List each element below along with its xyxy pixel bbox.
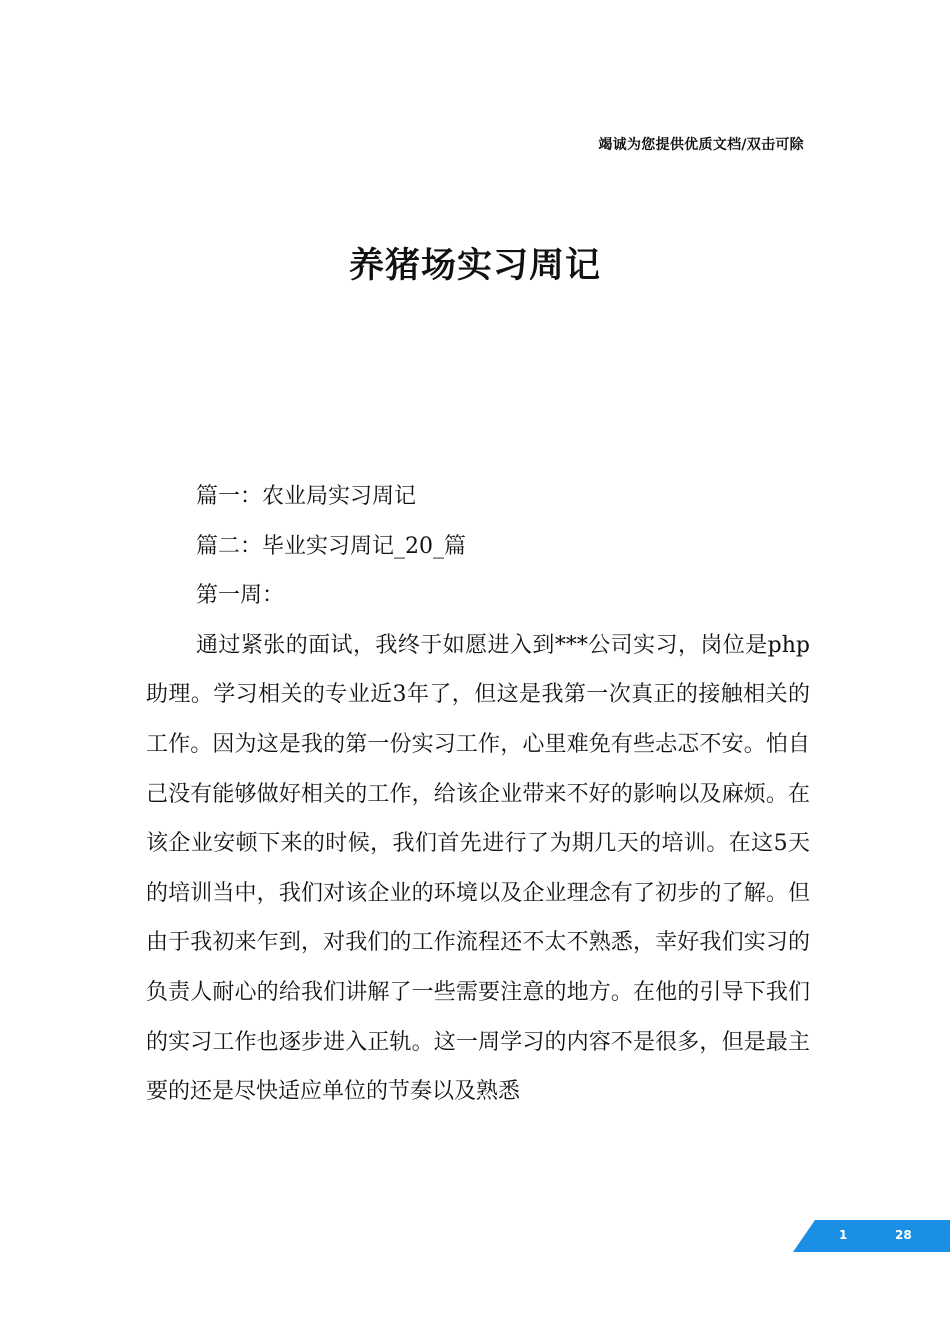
body-paragraph: 通过紧张的面试，我终于如愿进入到***公司实习，岗位是php助理。学习相关的专业近3年了，但这是我第一次真正的接触相关的工作。因为这是我的第一份实习工作，心里难免有些忐忑不安。怕自己没有能够做好相关的工作，给该企业带来不好的影响以及麻烦。在该企业安顿下来的时候，我们首先进行了为期几天的培训。在这5天的培训当中，我们对该企业的环境以及企业理念有了初步的了解。但由于我初来乍到，对我们的工作流程还不太不熟悉，幸好我们实习的负责人耐心的给我们讲解了一些需要注意的地方。在他的引导下我们的实习工作也逐步进入正轨。这一周学习的内容不是很多，但是最主要的还是尽快适应单位的节奏以及熟悉 [146,632,810,1105]
page-badge-background [793,1220,950,1252]
document-body [146,472,810,1117]
document-title: 养猪场实习周记 [348,246,601,286]
section-line-3: 第一周： [196,583,285,609]
section-line-2: 篇二：毕业实习周记_20_篇 [196,533,466,559]
page-current: 1 [839,1228,848,1242]
page-number-badge [793,1220,950,1252]
page-badge-shape [793,1220,950,1252]
header-note: 竭诚为您提供优质文档/双击可除 [598,137,804,153]
section-line-1: 篇一：农业局实习周记 [196,484,417,509]
page-total: 28 [895,1228,912,1242]
